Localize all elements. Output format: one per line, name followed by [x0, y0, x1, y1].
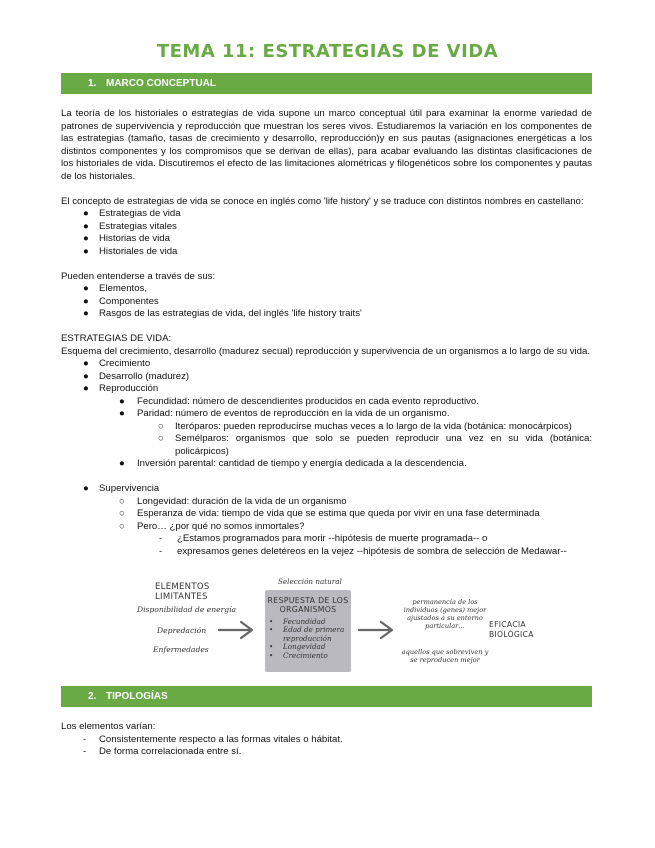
intro-paragraph: La teoría de los historiales o estrategias de vida supone un marco conceptual útil para examinar la enorme variedad de patrones de supervivencia y reproducción que muestran los seres vivos. Estudiaremos la variación en los componentes de las estrategias (tamaño, tasas de crecimiento y desarrollo, reproducción)y en sus pautas (asignaciones energéticas a los distintos componentes y los compromisos que se derivan de ellas), para acabar evaluando las distintas clasificaciones de los historiales de vida. Discutiremos el efecto de las limitaciones alométricas y filogenéticos sobre los componentes y pautas de los historiales. [61, 108, 592, 182]
box-title: RESPUESTA DE LOS ORGANISMOS [267, 596, 349, 614]
list-item: ● Historias de vida [83, 233, 170, 244]
components-list [61, 358, 592, 558]
list-item: ○ Esperanza de vida: tiempo de vida que se estima que queda por vivir en una fase determinada [119, 508, 540, 519]
limiting-item: Enfermedades [153, 645, 209, 654]
list-item: ● Desarrollo (madurez) [83, 370, 190, 382]
list-item: ○ Iteróparos: pueden reproducirse muchas veces a lo largo de la vida (botánica: monocárpicos) [158, 420, 572, 432]
section-label: TIPOLOGÍAS [106, 691, 168, 702]
list-item: ○ Longevidad: duración de la vida de un organismo [119, 495, 347, 507]
limiting-elements-title: ELEMENTOS LIMITANTES [155, 582, 210, 602]
list-item: - De forma correlacionada entre sí. [83, 746, 242, 757]
section-label: MARCO CONCEPTUAL [106, 78, 216, 89]
list-item: ● Paridad: número de eventos de reproducción en la vida de un organismo. [119, 408, 450, 419]
vary-list [61, 734, 592, 759]
list-item: ● Estrategias de vida [83, 208, 181, 219]
list-item: ● Reproducción [83, 383, 159, 394]
list-item: ● Inversión parental: cantidad de tiempo y energía dedicada a la descendencia. [119, 458, 467, 469]
limiting-item: Depredación [157, 626, 207, 635]
list-item: ● Estrategias vitales [83, 220, 177, 232]
natural-selection-label: Selección natural [278, 577, 342, 586]
list-item: ● Rasgos de las estrategias de vida, del inglés 'life history traits' [83, 308, 362, 319]
elements-vary-intro: Los elementos varían: [61, 721, 156, 732]
list-item: ● Crecimiento [83, 358, 151, 369]
strategies-heading: ESTRATEGIAS DE VIDA: [61, 333, 172, 344]
fitness-note-1: permanencia de los individuos (genes) mejor ajustados a su entorno particular… [403, 598, 487, 630]
fitness-note-2: aquellos que sobreviven y se reproducen mejor [401, 648, 489, 664]
page-title: TEMA 11: ESTRATEGIAS DE VIDA [156, 41, 499, 62]
concept-intro: El concepto de estrategias de vida se conoce en inglés como 'life history' y se traduce con distintos nombres en castellano: [61, 195, 584, 207]
section-number: 1. [88, 78, 97, 89]
arrow-right-icon [357, 620, 397, 640]
list-item: ○ Semélparos: organismos que solo se pueden reproducir una vez en su vida (botánica: policárpicos) [158, 433, 592, 457]
list-item: ○ Pero… ¿por qué no somos inmortales? [119, 520, 305, 532]
list-item: ● Fecundidad: número de descendientes producidos en cada evento reproductivo. [119, 395, 479, 407]
box-items: • Fecundidad • Edad de primera reproducción • Longevidad • Crecimiento [269, 617, 345, 660]
section-number: 2. [88, 691, 97, 702]
list-item: ● Supervivencia [83, 483, 160, 494]
list-item: - expresamos genes deletéreos en la vejez --hipótesis de sombra de selección de Medawar-- [159, 545, 567, 557]
section-2-body [61, 721, 592, 759]
understand-list [61, 283, 592, 321]
understand-intro: Pueden entenderse a través de sus: [61, 270, 216, 282]
section-header-marco-conceptual [61, 73, 592, 94]
list-item: - ¿Estamos programados para morir --hipótesis de muerte programada-- o [159, 533, 488, 544]
section-header-tipologias [61, 686, 592, 707]
list-item: - Consistentemente respecto a las formas vitales o hábitat. [83, 733, 343, 745]
organism-response-box [265, 590, 351, 672]
life-strategy-diagram [137, 576, 545, 676]
biological-fitness-title: EFICACIA BIOLÓGICA [489, 620, 534, 639]
names-list [61, 208, 592, 258]
section-1-body [61, 108, 592, 558]
list-item: ● Componentes [83, 295, 159, 307]
list-item: ● Elementos, [83, 283, 147, 294]
list-item: ● Historiales de vida [83, 245, 178, 257]
arrow-right-icon [217, 620, 257, 640]
limiting-item: Disponibilidad de energía [137, 605, 237, 614]
strategies-definition: Esquema del crecimiento, desarrollo (madurez secual) reproducción y supervivencia de un organismos a lo largo de su vida. [61, 345, 590, 357]
